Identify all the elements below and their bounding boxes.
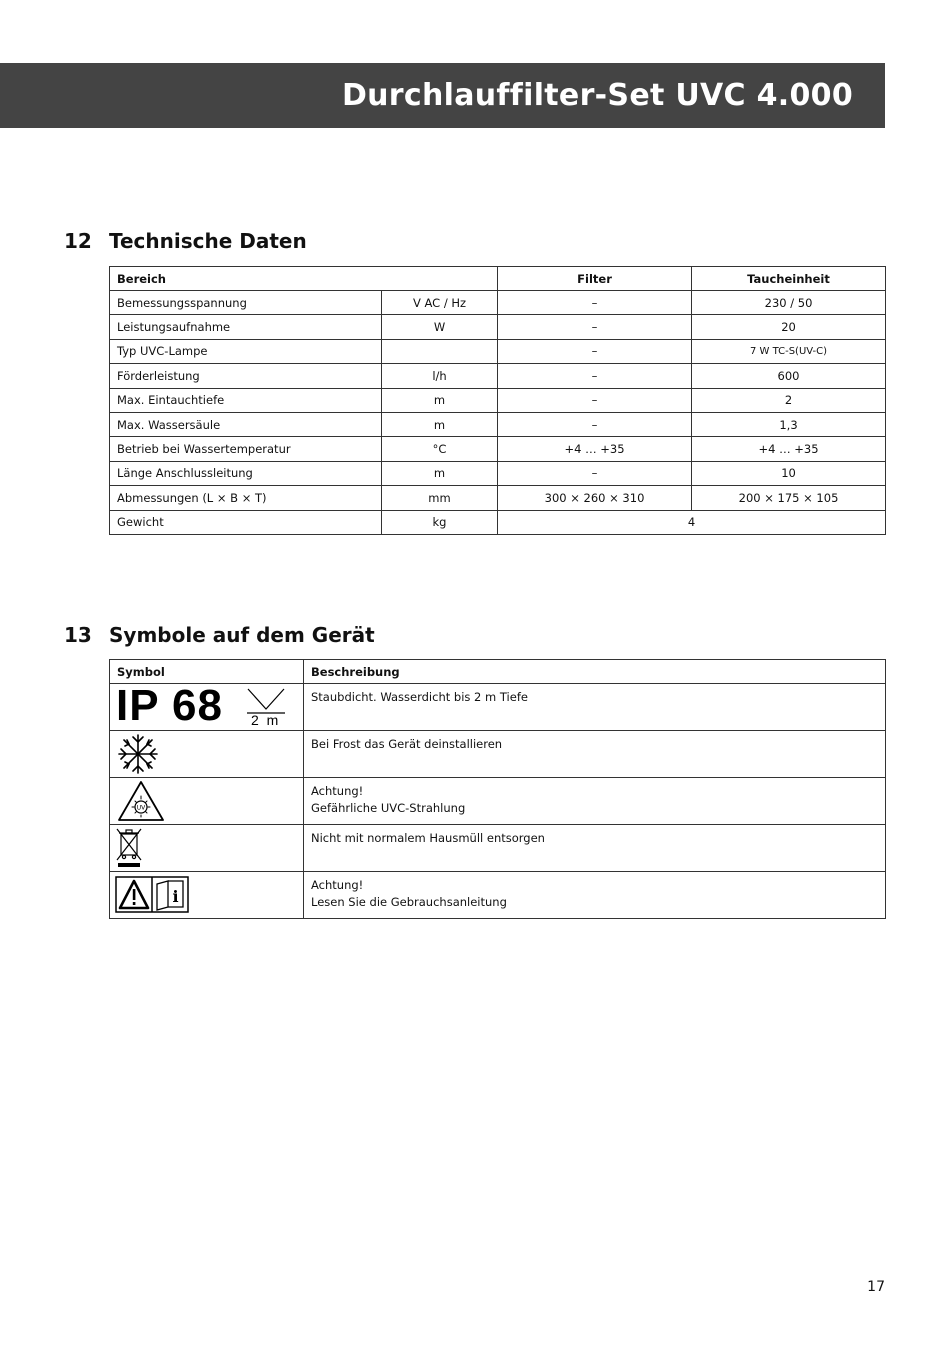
description-cell bbox=[304, 872, 886, 919]
column-header-pump: Taucheinheit bbox=[692, 267, 886, 291]
description-line-2: Lesen Sie die Gebrauchsanleitung bbox=[311, 895, 507, 909]
row-label: Bemessungsspannung bbox=[110, 291, 382, 315]
table-row bbox=[110, 486, 886, 510]
row-label: Abmessungen (L × B × T) bbox=[110, 486, 382, 510]
section-12-number: 12 bbox=[64, 229, 92, 253]
column-header-description: Beschreibung bbox=[304, 660, 886, 684]
row-unit bbox=[382, 339, 498, 363]
row-filter-value: – bbox=[498, 291, 692, 315]
symbol-cell bbox=[110, 778, 304, 825]
row-label: Betrieb bei Wassertemperatur bbox=[110, 437, 382, 461]
row-label: Max. Eintauchtiefe bbox=[110, 388, 382, 412]
description-line-2: Gefährliche UVC-Strahlung bbox=[311, 801, 466, 815]
description-cell bbox=[304, 778, 886, 825]
symbol-cell bbox=[110, 825, 304, 872]
row-filter-value: 300 × 260 × 310 bbox=[498, 486, 692, 510]
row-pump-value: 600 bbox=[692, 364, 886, 388]
table-row bbox=[110, 339, 886, 363]
frost-icon bbox=[110, 731, 170, 777]
column-header-symbol: Symbol bbox=[110, 660, 304, 684]
row-label: Förderleistung bbox=[110, 364, 382, 388]
row-unit: °C bbox=[382, 437, 498, 461]
row-filter-value: – bbox=[498, 364, 692, 388]
uv-warning-icon bbox=[110, 778, 170, 824]
row-filter-value: – bbox=[498, 388, 692, 412]
table-row bbox=[110, 315, 886, 339]
row-unit: m bbox=[382, 388, 498, 412]
row-filter-value: – bbox=[498, 412, 692, 436]
table-row bbox=[110, 291, 886, 315]
symbol-cell bbox=[110, 681, 304, 731]
description-line-1: Achtung! bbox=[311, 784, 364, 798]
row-pump-value: 200 × 175 × 105 bbox=[692, 486, 886, 510]
section-13-title: Symbole auf dem Gerät bbox=[109, 623, 375, 647]
ip68-depth: 2 m bbox=[251, 712, 281, 728]
header-banner bbox=[0, 63, 885, 128]
description-cell bbox=[304, 731, 886, 778]
description-cell bbox=[304, 684, 886, 731]
row-unit: m bbox=[382, 412, 498, 436]
table-row bbox=[110, 412, 886, 436]
row-filter-value: +4 … +35 bbox=[498, 437, 692, 461]
description-line-1: Achtung! bbox=[311, 878, 364, 892]
row-label: Länge Anschlussleitung bbox=[110, 461, 382, 485]
page-number: 17 bbox=[867, 1279, 885, 1295]
row-pump-value: 1,3 bbox=[692, 412, 886, 436]
symbol-cell bbox=[110, 731, 304, 778]
row-pump-value: 230 / 50 bbox=[692, 291, 886, 315]
table-row bbox=[110, 461, 886, 485]
symbols-table bbox=[109, 659, 886, 919]
svg-text:i: i bbox=[172, 887, 179, 906]
table-header-row bbox=[110, 267, 886, 291]
table-row bbox=[110, 731, 886, 778]
column-header-filter: Filter bbox=[498, 267, 692, 291]
row-unit: l/h bbox=[382, 364, 498, 388]
table-header-row bbox=[110, 660, 886, 684]
description-cell bbox=[304, 825, 886, 872]
table-row bbox=[110, 684, 886, 731]
section-13-number: 13 bbox=[64, 623, 92, 647]
row-filter-value: – bbox=[498, 339, 692, 363]
table-row bbox=[110, 778, 886, 825]
table-row bbox=[110, 872, 886, 919]
row-label: Typ UVC-Lampe bbox=[110, 339, 382, 363]
row-unit: W bbox=[382, 315, 498, 339]
row-weight-value: 4 bbox=[498, 510, 886, 534]
row-filter-value: – bbox=[498, 315, 692, 339]
description-line-1: Staubdicht. Wasserdicht bis 2 m Tiefe bbox=[311, 690, 528, 704]
table-row bbox=[110, 437, 886, 461]
ip68-icon bbox=[110, 681, 302, 730]
row-label: Max. Wassersäule bbox=[110, 412, 382, 436]
row-pump-value: +4 … +35 bbox=[692, 437, 886, 461]
row-unit: mm bbox=[382, 486, 498, 510]
row-unit: V AC / Hz bbox=[382, 291, 498, 315]
table-row bbox=[110, 364, 886, 388]
row-pump-value: 2 bbox=[692, 388, 886, 412]
water-depth-triangle bbox=[246, 687, 286, 715]
symbol-cell bbox=[110, 872, 304, 919]
row-pump-value: 10 bbox=[692, 461, 886, 485]
row-pump-value: 20 bbox=[692, 315, 886, 339]
read-manual-icon bbox=[110, 872, 194, 918]
table-row bbox=[110, 388, 886, 412]
table-row-weight bbox=[110, 510, 886, 534]
weee-bin-icon bbox=[110, 825, 150, 871]
description-line-1: Nicht mit normalem Hausmüll entsorgen bbox=[311, 831, 545, 845]
row-label: Gewicht bbox=[110, 510, 382, 534]
section-13-heading bbox=[64, 623, 375, 647]
description-line-1: Bei Frost das Gerät deinstallieren bbox=[311, 737, 503, 751]
table-row bbox=[110, 825, 886, 872]
row-pump-value: 7 W TC-S(UV-C) bbox=[692, 339, 886, 363]
technical-data-table bbox=[109, 266, 886, 535]
svg-text:UV: UV bbox=[136, 804, 146, 812]
row-unit: m bbox=[382, 461, 498, 485]
row-unit: kg bbox=[382, 510, 498, 534]
section-12-heading bbox=[64, 229, 307, 253]
row-label: Leistungsaufnahme bbox=[110, 315, 382, 339]
section-12-title: Technische Daten bbox=[109, 229, 307, 253]
document-title: Durchlauffilter-Set UVC 4.000 bbox=[341, 78, 853, 113]
row-filter-value: – bbox=[498, 461, 692, 485]
column-header-area: Bereich bbox=[110, 267, 498, 291]
ip68-text: IP 68 bbox=[116, 681, 223, 730]
